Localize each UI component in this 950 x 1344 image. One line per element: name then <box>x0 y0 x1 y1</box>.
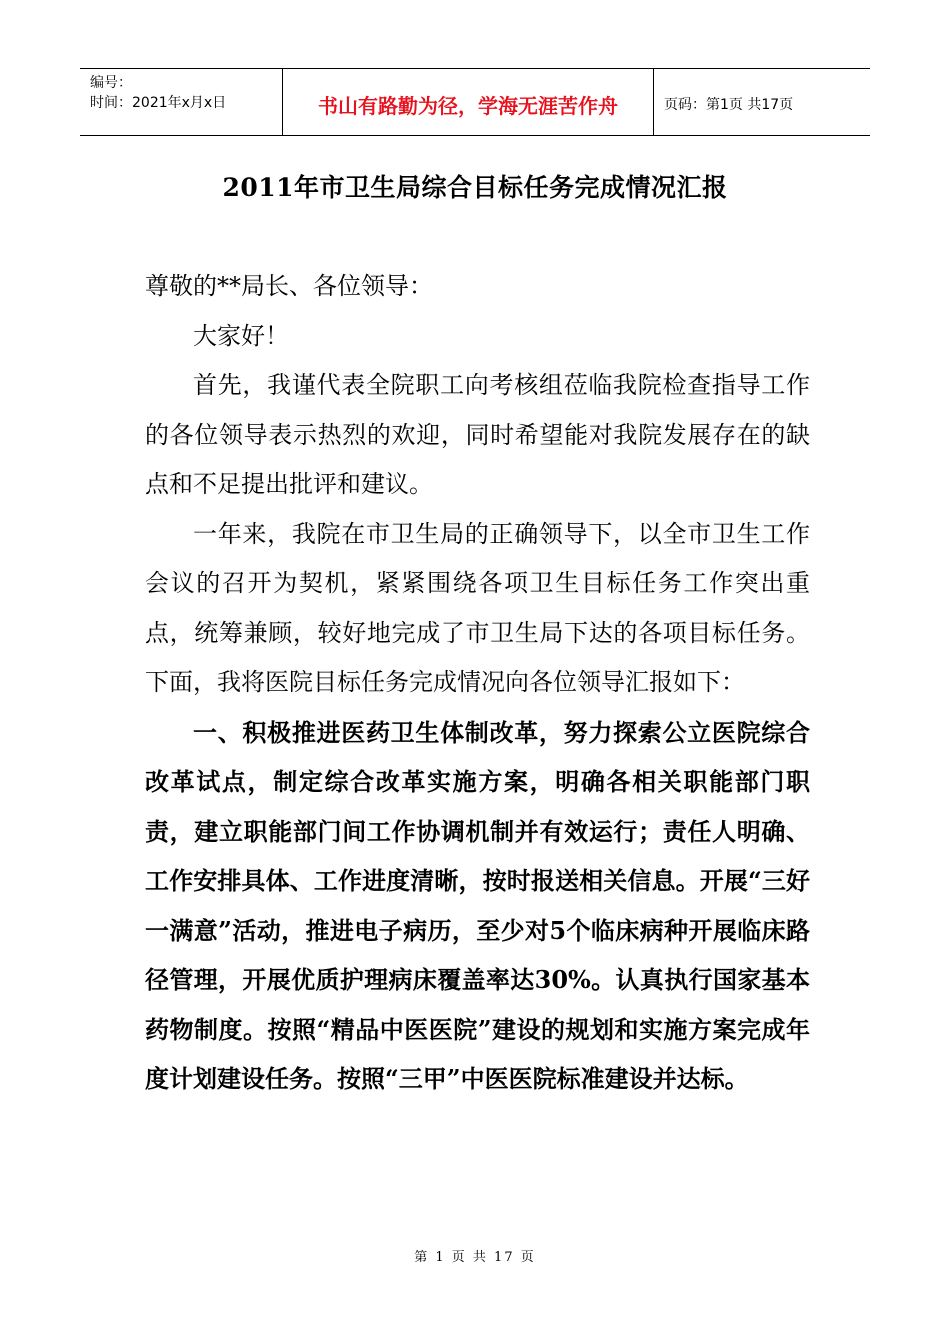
motto-text: 书山有路勤为径，学海无涯苦作舟 <box>318 93 618 118</box>
number-label: 编号： <box>90 75 132 91</box>
paragraph-section-one: 一、积极推进医药卫生体制改革，努力探索公立医院综合改革试点，制定综合改革实施方案，明确各相关职能部门职责，建立职能部门间工作协调机制并有效运行；责任人明确、工作安排具体、工作进度清晰，按时报送相关信息。开展“三好一满意”活动，推进电子病历，至少对5个临床病种开展临床路径管理，开展优质护理病床覆盖率达30%。认真执行国家基本药物制度。按照“精品中医医院”建设的规划和实施方案完成年度计划建设任务。按照“三甲”中医医院标准建设并达标。 <box>145 717 810 1093</box>
header-meta <box>80 69 282 135</box>
header-page-info <box>654 69 870 135</box>
page-label: 页码：第1页 共17页 <box>664 97 794 113</box>
paragraph-welcome: 首先，我谨代表全院职工向考核组莅临我院检查指导工作的各位领导表示热烈的欢迎，同时希望能对我院发展存在的缺点和不足提出批评和建议。 <box>145 371 810 498</box>
header-motto <box>282 69 654 135</box>
paragraph-overview: 一年来，我院在市卫生局的正确领导下，以全市卫生工作会议的召开为契机，紧紧围绕各项卫生目标任务工作突出重点，统筹兼顾，较好地完成了市卫生局下达的各项目标任务。下面，我将医院目标任务完成情况向各位领导汇报如下： <box>145 519 810 696</box>
paragraph-greeting: 大家好！ <box>193 321 289 350</box>
salutation: 尊敬的**局长、各位领导： <box>145 272 433 300</box>
time-label: 时间：2021年x月x日 <box>90 95 227 111</box>
document-body <box>145 262 810 1104</box>
document-title: 2011年市卫生局综合目标任务完成情况汇报 <box>222 173 728 202</box>
page-footer: 第 1 页 共 17 页 <box>414 1250 536 1265</box>
document-header <box>80 68 870 136</box>
